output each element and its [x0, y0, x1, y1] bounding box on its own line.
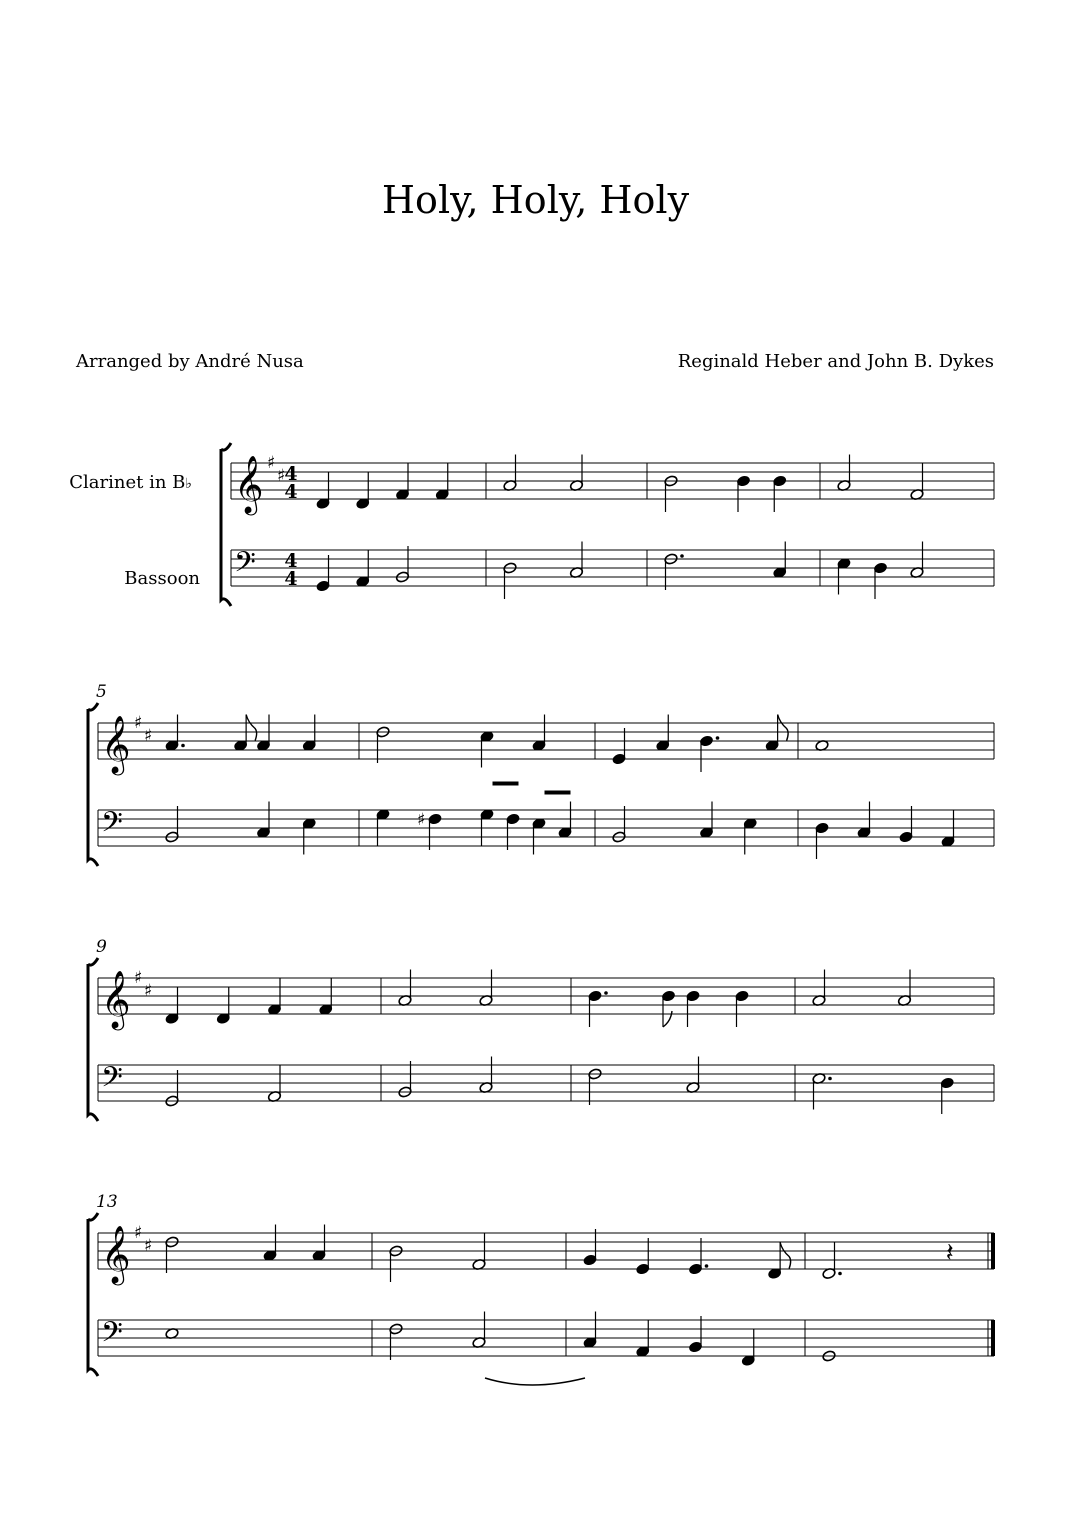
- bassoon-note: [417, 810, 442, 850]
- time-signature-top: 4: [284, 463, 298, 485]
- bassoon-note: [532, 817, 546, 854]
- system-3: [88, 937, 994, 1121]
- bassoon-note: [688, 1316, 702, 1353]
- bassoon-note: [588, 1068, 602, 1105]
- bassoon-note: [664, 553, 684, 590]
- clarinet-note: [636, 1238, 650, 1275]
- time-signature-bottom: 4: [284, 568, 298, 590]
- bassoon-note: [569, 542, 583, 579]
- clarinet-note: [267, 979, 281, 1016]
- clarinet-note: [946, 1238, 954, 1268]
- key-sharp-f: ♯: [134, 713, 143, 733]
- clarinet-note: [765, 715, 788, 752]
- bassoon-note: [857, 802, 871, 839]
- flag: [778, 715, 789, 741]
- bass-clef: 𝄢: [101, 806, 123, 846]
- bassoon-note: [910, 542, 924, 579]
- clarinet-note: [234, 715, 257, 752]
- system-bracket: [221, 443, 231, 606]
- clarinet-note: [837, 455, 851, 492]
- bassoon-note: [479, 1057, 493, 1094]
- instrument-label-clarinet: Clarinet in B♭: [69, 472, 192, 493]
- quarter-rest: 𝄽: [945, 1238, 954, 1268]
- dot: [838, 1272, 842, 1276]
- bassoon-note: [940, 1077, 954, 1114]
- clarinet-note: [583, 1229, 597, 1266]
- clarinet-note: [532, 715, 546, 752]
- flag: [246, 715, 257, 741]
- bassoon-note: [165, 1070, 179, 1107]
- bassoon-note: [699, 802, 713, 839]
- bassoon-note: [686, 1057, 700, 1094]
- clarinet-note: [910, 464, 924, 501]
- clarinet-note: [472, 1234, 486, 1271]
- key-sharp-f: ♯: [267, 453, 276, 473]
- clarinet-note: [256, 715, 270, 752]
- clarinet-note: [376, 726, 390, 763]
- clarinet-note: [216, 988, 230, 1025]
- key-sharp-c: ♯: [144, 981, 153, 1001]
- clarinet-note: [356, 473, 370, 510]
- clarinet-note: [479, 970, 493, 1007]
- clarinet-note: [735, 990, 749, 1027]
- measure-number: 5: [96, 682, 107, 702]
- system-4: [88, 1192, 994, 1376]
- dot: [181, 744, 185, 748]
- bassoon-note: [506, 813, 520, 850]
- clarinet-note: [897, 970, 911, 1007]
- bassoon-note: [612, 806, 626, 843]
- bassoon-note: [376, 808, 390, 845]
- system-1: [221, 443, 994, 606]
- clarinet-note: [699, 735, 719, 772]
- bassoon-note: [267, 1066, 281, 1103]
- clarinet-note: [768, 1243, 791, 1280]
- treble-clef: 𝄞: [101, 715, 131, 773]
- key-sharp-f: ♯: [134, 968, 143, 988]
- system-2: [88, 682, 994, 866]
- bass-clef: 𝄢: [234, 546, 256, 586]
- clarinet-note: [165, 1236, 179, 1273]
- bassoon-note: [743, 817, 757, 854]
- bassoon-note: [741, 1330, 755, 1367]
- clarinet-note: [688, 1238, 708, 1275]
- bassoon-note: [398, 1061, 412, 1098]
- treble-clef: 𝄞: [234, 455, 264, 513]
- sharp-accidental: ♯: [417, 810, 426, 830]
- clarinet-note: [661, 990, 675, 1027]
- dot: [680, 554, 684, 558]
- dot: [705, 1264, 709, 1268]
- bassoon-note: [815, 822, 829, 859]
- dot: [716, 736, 720, 740]
- treble-clef: 𝄞: [101, 1225, 131, 1283]
- clarinet-note: [612, 728, 626, 765]
- system-bracket: [88, 703, 98, 866]
- bassoon-note: [837, 557, 851, 594]
- bass-clef: 𝄢: [101, 1316, 123, 1356]
- composer-credit: Reginald Heber and John B. Dykes: [677, 351, 994, 372]
- measure-number: 9: [96, 937, 107, 957]
- time-signature-bottom: 4: [284, 481, 298, 503]
- clarinet-note: [263, 1225, 277, 1262]
- system-bracket: [88, 1213, 98, 1376]
- clarinet-note: [503, 455, 517, 492]
- clarinet-note: [312, 1225, 326, 1262]
- bassoon-note: [941, 811, 955, 848]
- clarinet-note: [319, 979, 333, 1016]
- key-sharp-f: ♯: [134, 1223, 143, 1243]
- bassoon-note: [389, 1323, 403, 1360]
- arranger-credit: Arranged by André Nusa: [76, 351, 304, 372]
- bassoon-note: [256, 802, 270, 839]
- system-bracket: [88, 958, 98, 1121]
- key-sharp-c: ♯: [277, 466, 286, 486]
- bassoon-note: [302, 817, 316, 854]
- bassoon-note: [165, 806, 179, 843]
- flag: [780, 1243, 791, 1269]
- bassoon-note: [899, 806, 913, 843]
- bassoon-note: [873, 562, 887, 599]
- clarinet-note: [165, 715, 185, 752]
- bassoon-note: [636, 1321, 650, 1358]
- clarinet-note: [435, 464, 449, 501]
- bass-clef: 𝄢: [101, 1061, 123, 1101]
- clarinet-note: [773, 475, 787, 512]
- bassoon-note: [395, 546, 409, 583]
- time-signature-top: 4: [284, 550, 298, 572]
- bassoon-note: [503, 562, 517, 599]
- bassoon-note: [480, 808, 494, 845]
- treble-clef: 𝄞: [101, 970, 131, 1028]
- clarinet-note: [664, 475, 678, 512]
- flag: [663, 1011, 672, 1027]
- clarinet-note: [686, 990, 700, 1027]
- dot: [828, 1077, 832, 1081]
- clarinet-note: [165, 988, 179, 1025]
- bassoon-note: [356, 551, 370, 588]
- bassoon-note: [812, 1072, 832, 1109]
- clarinet-note: [302, 715, 316, 752]
- clarinet-note: [588, 990, 608, 1027]
- bassoon-note: [316, 555, 330, 592]
- clarinet-note: [812, 970, 826, 1007]
- clarinet-note: [736, 475, 750, 512]
- key-sharp-c: ♯: [144, 1236, 153, 1256]
- measure-number: 13: [96, 1192, 118, 1212]
- tie: [485, 1378, 585, 1385]
- bassoon-note: [472, 1312, 486, 1349]
- bassoon-note: [558, 802, 572, 839]
- clarinet-note: [569, 455, 583, 492]
- clarinet-note: [398, 970, 412, 1007]
- score-title: Holy, Holy, Holy: [381, 178, 690, 222]
- clarinet-note: [822, 1243, 842, 1280]
- bassoon-note: [773, 542, 787, 579]
- clarinet-note: [389, 1245, 403, 1282]
- dot: [604, 991, 608, 995]
- bassoon-note: [583, 1312, 597, 1349]
- clarinet-note: [480, 730, 494, 767]
- instrument-label-bassoon: Bassoon: [124, 568, 200, 589]
- key-sharp-c: ♯: [144, 726, 153, 746]
- clarinet-note: [656, 715, 670, 752]
- clarinet-note: [316, 473, 330, 510]
- clarinet-note: [395, 464, 409, 501]
